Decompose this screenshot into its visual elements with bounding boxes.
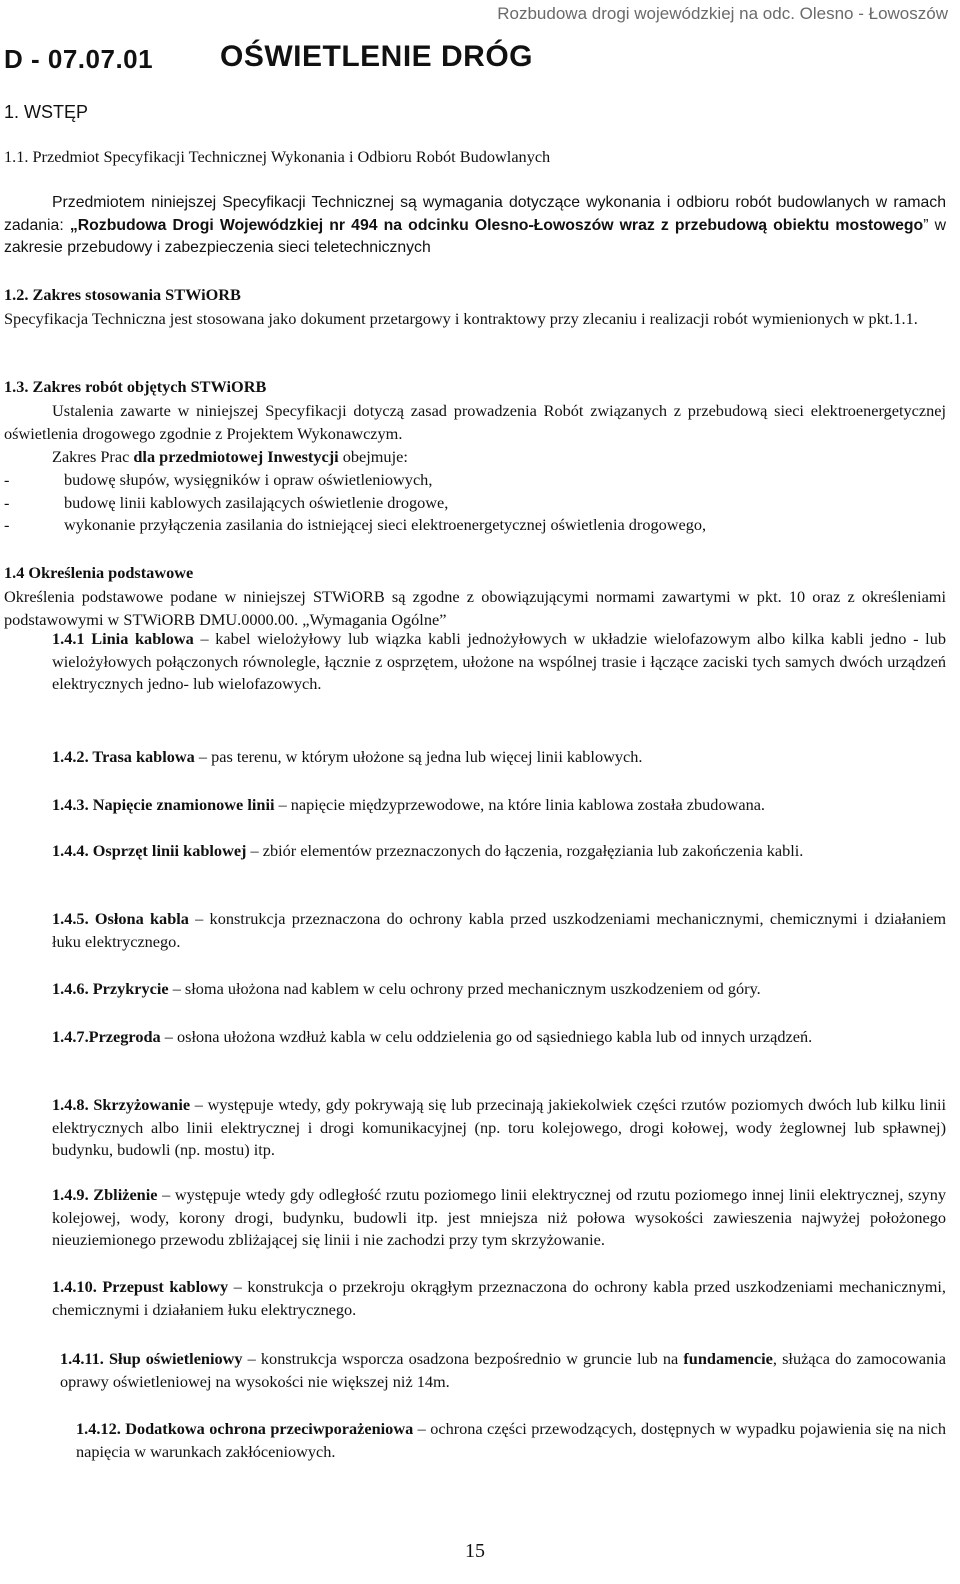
definition-item: 1.4.7.Przegroda – osłona ułożona wzdłuż kabla w celu oddzielenia go od sąsiedniego kabla lub od innych urządzeń. [52,1027,813,1046]
definition-item: 1.4.10. Przepust kablowy – konstrukcja o przekroju okrągłym przeznaczona do ochrony kabla przed uszkodzeniami mechanicznymi, chemicznymi i działaniem łuku elektrycznego. [52,1277,946,1319]
list-item: - wykonanie przyłączenia zasilania do istniejącej sieci elektroenergetycznej oświetlenia drogowego, [4,515,707,535]
section-1-2-heading: 1.2. Zakres stosowania STWiORB [4,285,241,304]
running-header: Rozbudowa drogi wojewódzkiej na odc. Olesno - Łowoszów [497,4,948,23]
section-1-1-heading: 1.1. Przedmiot Specyfikacji Technicznej Wykonania i Odbioru Robót Budowlanych [4,147,551,166]
definition-item: 1.4.1 Linia kablowa – kabel wielożyłowy lub wiązka kabli jednożyłowych w układzie wielofazowym albo kilka kabli jedno - lub wielożyłowych połączonych równolegle, łącznie z osprzętem, ułożone na wspólnej trasie i łączące zaciski tych samych dwóch urządzeń elektrycznych jedno- lub wielofazowych. [52,629,946,694]
task-name: „Rozbudowa Drogi Wojewódzkiej nr 494 na odcinku Olesno-Łowoszów wraz z przebudową obiektu mostowego [69,216,924,234]
spec-code: D - 07.07.01 [4,44,154,74]
section-1-2-text: Specyfikacja Techniczna jest stosowana jako dokument przetargowy i kontraktowy przy zlecaniu i realizacji robót wymienionych w pkt.1.1. [4,309,918,328]
definition-item: 1.4.8. Skrzyżowanie – występuje wtedy, gdy pokrywają się lub przecinają jakiekolwiek części rzutów poziomych dwóch lub kilku linii elektrycznych albo linii elektrycznej i drogi komunikacyjnej (np. toru kolejowego, drogi kołowej, wody żeglownej lub spławnej) budynku, budowli (np. mostu) itp. [52,1095,947,1160]
definition-item: 1.4.5. Osłona kabla – konstrukcja przeznaczona do ochrony kabla przed uszkodzeniami mechanicznymi, chemicznymi i działaniem łuku elektrycznego. [52,909,947,951]
definition-item: 1.4.12. Dodatkowa ochrona przeciwporażeniowa – ochrona części przewodzących, dostępnych w wypadku pojawienia się na nich napięcia w warunkach zakłóceniowych. [76,1419,946,1461]
scope-intro: Zakres Prac dla przedmiotowej Inwestycji obejmuje: [52,447,408,466]
document-title: OŚWIETLENIE DRÓG [220,40,534,73]
definition-item: 1.4.4. Osprzęt linii kablowej – zbiór elementów przeznaczonych do łączenia, rozgałęziania lub zakończenia kabli. [52,841,804,860]
list-item: - budowę linii kablowych zasilających oświetlenie drogowe, [4,492,449,512]
definition-item: 1.4.2. Trasa kablowa – pas terenu, w którym ułożone są jedna lub więcej linii kablowych. [52,747,643,766]
section-1-1-text: Przedmiotem niniejszej Specyfikacji Technicznej są wymagania dotyczące wykonania i odbioru robót budowlanych w ramach zadania: „Rozbudowa Drogi Wojewódzkiej nr 494 na odcinku Olesno-Łowoszów wraz z przebudową obiektu mostowego” w zakresie przebudowy i zabezpieczenia sieci teletechnicznych [4,194,946,257]
definition-item: 1.4.11. Słup oświetleniowy – konstrukcja wsporcza osadzona bezpośrednio w gruncie lub na fundamencie, służąca do zamocowania oprawy oświetleniowej na wysokości nie większej niż 14m. [60,1349,946,1391]
section-1-4-text: Określenia podstawowe podane w niniejszej STWiORB są zgodne z obowiązującymi normami zawartymi w pkt. 10 oraz z określeniami podstawowymi w STWiORB DMU.0000.00. „Wymagania Ogólne” [4,587,946,629]
definition-item: 1.4.9. Zbliżenie – występuje wtedy gdy odległość rzutu poziomego linii elektrycznej od rzutu poziomego innej linii elektrycznej, szyny kolejowej, wody, korony drogi, budynku, budowli itp. jest mniejsza niż połowa wysokości zawieszenia najwyżej położonego nieuziemionego przewodu zbliżającej się linii i nie zachodzi przy tym skrzyżowanie. [52,1185,947,1250]
section-1-3-text: Ustalenia zawarte w niniejszej Specyfikacji dotyczą zasad prowadzenia Robót związanych z przebudową sieci elektroenergetycznej oświetlenia drogowego zgodnie z Projektem Wykonawczym. [4,401,946,443]
list-item: - budowę słupów, wysięgników i opraw oświetleniowych, [4,470,433,489]
section-1-3-heading: 1.3. Zakres robót objętych STWiORB [4,377,267,396]
section-heading-intro: 1. WSTĘP [4,102,89,122]
definition-item: 1.4.6. Przykrycie – słoma ułożona nad kablem w celu ochrony przed mechanicznym uszkodzeniem od góry. [52,979,761,998]
scope-list [4,469,946,537]
section-1-4-heading: 1.4 Określenia podstawowe [4,563,194,582]
page-number: 15 [465,1540,485,1562]
definition-item: 1.4.3. Napięcie znamionowe linii – napięcie międzyprzewodowe, na które linia kablowa została zbudowana. [52,795,766,814]
